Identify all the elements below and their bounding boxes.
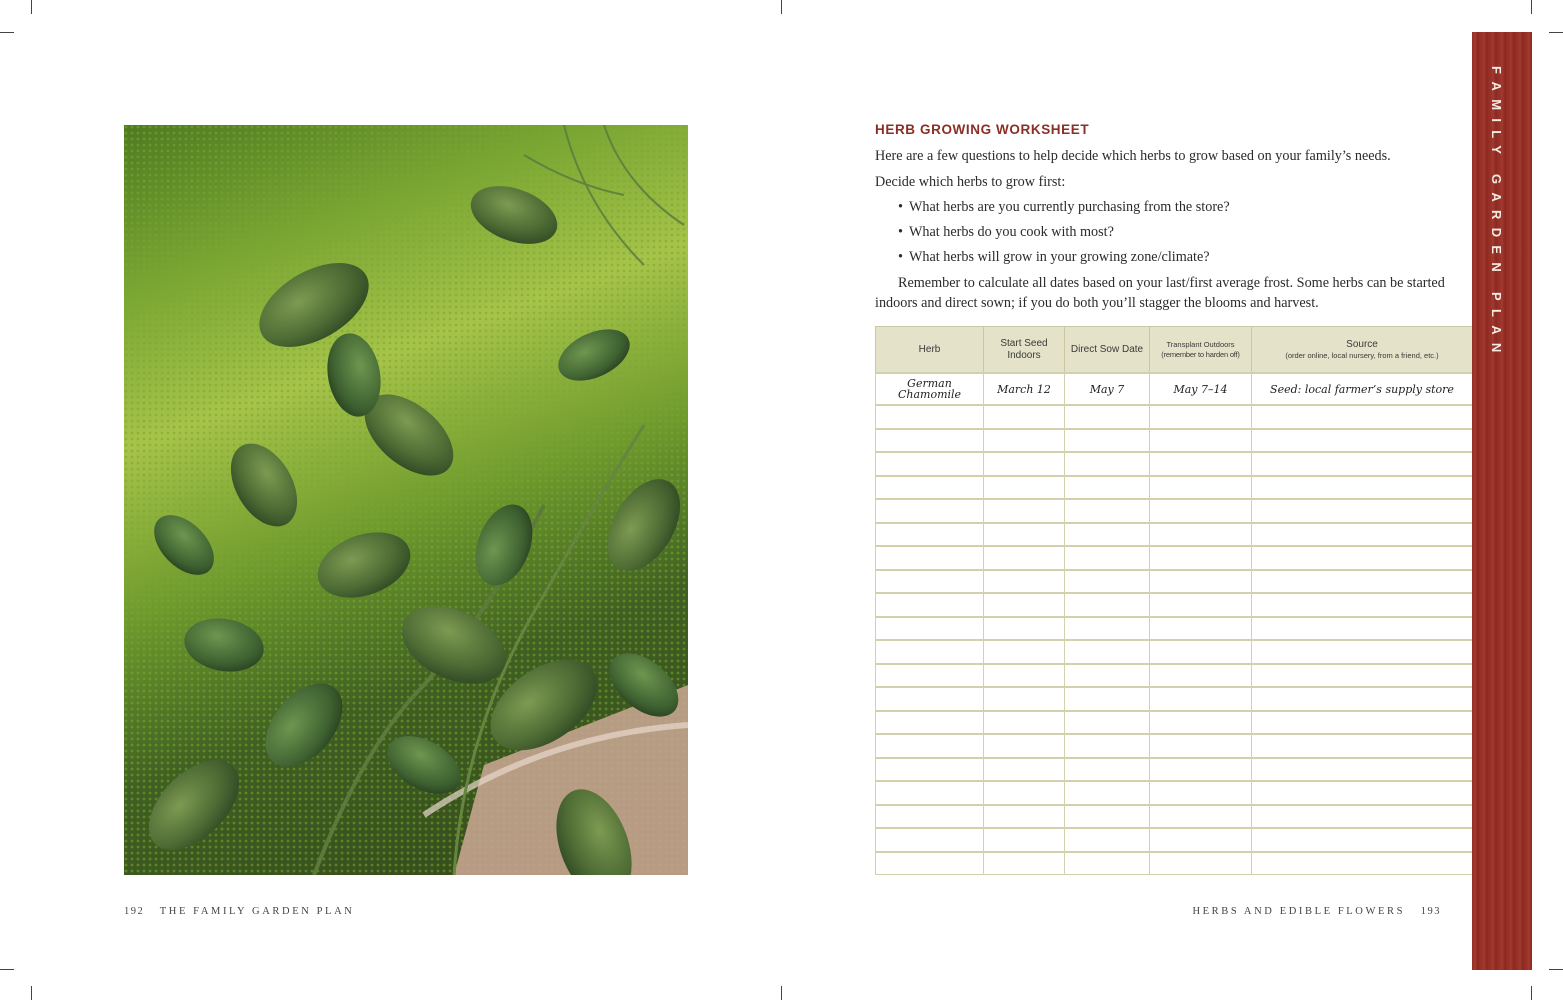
cell-herb[interactable] <box>876 805 984 829</box>
cell-source[interactable] <box>1252 570 1473 594</box>
cell-direct-sow[interactable] <box>1065 640 1150 664</box>
cell-start-seed[interactable] <box>984 758 1065 782</box>
cell-start-seed[interactable] <box>984 687 1065 711</box>
cell-start-seed[interactable] <box>984 499 1065 523</box>
cell-transplant[interactable] <box>1150 828 1252 852</box>
cell-direct-sow[interactable] <box>1065 405 1150 429</box>
cell-herb[interactable] <box>876 687 984 711</box>
cell-source[interactable] <box>1252 734 1473 758</box>
cell-start-seed[interactable] <box>984 593 1065 617</box>
cell-source[interactable] <box>1252 546 1473 570</box>
cell-source[interactable] <box>1252 781 1473 805</box>
cell-direct-sow[interactable] <box>1065 546 1150 570</box>
cell-source[interactable] <box>1252 405 1473 429</box>
cell-source[interactable] <box>1252 664 1473 688</box>
worksheet-heading: HERB GROWING WORKSHEET <box>875 122 1090 137</box>
cell-direct-sow[interactable] <box>1065 734 1150 758</box>
cell-transplant[interactable] <box>1150 405 1252 429</box>
cell-direct-sow[interactable] <box>1065 523 1150 547</box>
cell-herb[interactable] <box>876 546 984 570</box>
cell-direct-sow[interactable] <box>1065 852 1150 875</box>
cell-direct-sow[interactable]: May 7 <box>1065 373 1150 405</box>
cell-transplant[interactable] <box>1150 640 1252 664</box>
cell-start-seed[interactable] <box>984 476 1065 500</box>
table-row <box>876 405 1473 429</box>
left-page-number: 192 <box>124 906 145 917</box>
cell-herb[interactable] <box>876 405 984 429</box>
right-running-title: HERBS AND EDIBLE FLOWERS <box>1192 906 1406 917</box>
table-row <box>876 429 1473 453</box>
cell-transplant[interactable] <box>1150 687 1252 711</box>
cell-herb[interactable] <box>876 617 984 641</box>
table-row <box>876 781 1473 805</box>
cell-start-seed[interactable] <box>984 711 1065 735</box>
cell-direct-sow[interactable] <box>1065 805 1150 829</box>
crop-mark <box>31 0 32 14</box>
cell-herb[interactable] <box>876 758 984 782</box>
cell-transplant[interactable] <box>1150 734 1252 758</box>
cell-herb[interactable] <box>876 429 984 453</box>
cell-transplant[interactable] <box>1150 711 1252 735</box>
cell-transplant[interactable] <box>1150 593 1252 617</box>
cell-transplant[interactable] <box>1150 758 1252 782</box>
header-source: Source (order online, local nursery, from a friend, etc.) <box>1252 327 1473 374</box>
cell-start-seed[interactable] <box>984 852 1065 875</box>
decide-label: Decide which herbs to grow first: <box>875 174 1066 190</box>
cell-direct-sow[interactable] <box>1065 499 1150 523</box>
table-row <box>876 734 1473 758</box>
crop-mark <box>781 0 782 14</box>
table-row <box>876 476 1473 500</box>
table-row <box>876 546 1473 570</box>
table-row <box>876 617 1473 641</box>
table-row <box>876 711 1473 735</box>
crop-mark <box>31 986 32 1000</box>
table-row <box>876 805 1473 829</box>
table-row <box>876 452 1473 476</box>
right-page-number: 193 <box>1420 906 1441 917</box>
table-row <box>876 640 1473 664</box>
cell-source[interactable] <box>1252 852 1473 875</box>
cell-herb[interactable] <box>876 828 984 852</box>
table-row <box>876 499 1473 523</box>
question-item: • What herbs will grow in your growing zone/climate? <box>898 247 1230 272</box>
table-row-example <box>876 373 1473 405</box>
cell-start-seed[interactable] <box>984 452 1065 476</box>
crop-mark <box>1549 969 1563 970</box>
cell-direct-sow[interactable] <box>1065 593 1150 617</box>
cell-direct-sow[interactable] <box>1065 828 1150 852</box>
header-herb: Herb <box>876 327 984 374</box>
herb-worksheet-table <box>875 326 1473 875</box>
cell-transplant[interactable] <box>1150 852 1252 875</box>
intro-paragraph: Here are a few questions to help decide which herbs to grow based on your family’s needs. <box>875 148 1391 164</box>
cell-direct-sow[interactable] <box>1065 781 1150 805</box>
cell-transplant[interactable] <box>1150 452 1252 476</box>
cell-start-seed[interactable] <box>984 664 1065 688</box>
cell-source[interactable] <box>1252 758 1473 782</box>
cell-start-seed[interactable] <box>984 405 1065 429</box>
question-item: • What herbs do you cook with most? <box>898 222 1230 247</box>
cell-direct-sow[interactable] <box>1065 711 1150 735</box>
cell-source[interactable] <box>1252 429 1473 453</box>
cell-transplant[interactable] <box>1150 664 1252 688</box>
question-item: • What herbs are you currently purchasing from the store? <box>898 197 1230 222</box>
cell-herb[interactable] <box>876 570 984 594</box>
cell-herb[interactable] <box>876 499 984 523</box>
side-tab-label: FAMILY GARDEN PLAN <box>1489 66 1504 361</box>
cell-start-seed[interactable]: March 12 <box>984 373 1065 405</box>
crop-mark <box>0 32 14 33</box>
crop-mark <box>1531 986 1532 1000</box>
crop-mark <box>1549 32 1563 33</box>
cell-start-seed[interactable] <box>984 523 1065 547</box>
header-start-seed: Start Seed Indoors <box>984 327 1065 374</box>
cell-source[interactable] <box>1252 687 1473 711</box>
cell-herb[interactable] <box>876 523 984 547</box>
remember-paragraph: Remember to calculate all dates based on your last/first average frost. Some herbs can be started indoors and direct sown; if you do both you’ll stagger the blooms and harvest. <box>875 275 1445 311</box>
cell-direct-sow[interactable] <box>1065 664 1150 688</box>
cell-herb[interactable] <box>876 711 984 735</box>
cell-start-seed[interactable] <box>984 781 1065 805</box>
cell-direct-sow[interactable] <box>1065 758 1150 782</box>
cell-direct-sow[interactable] <box>1065 570 1150 594</box>
table-row <box>876 570 1473 594</box>
table-row <box>876 687 1473 711</box>
cell-herb[interactable] <box>876 452 984 476</box>
cell-herb[interactable]: German Chamomile <box>876 373 984 405</box>
table-row <box>876 664 1473 688</box>
cell-start-seed[interactable] <box>984 570 1065 594</box>
table-row <box>876 852 1473 875</box>
cell-source[interactable] <box>1252 523 1473 547</box>
cell-source[interactable] <box>1252 828 1473 852</box>
question-list <box>898 197 1230 272</box>
cell-source[interactable]: Seed: local farmer’s supply store <box>1252 373 1473 405</box>
table-header-row <box>876 327 1473 374</box>
cell-transplant[interactable] <box>1150 546 1252 570</box>
cell-start-seed[interactable] <box>984 805 1065 829</box>
cell-start-seed[interactable] <box>984 617 1065 641</box>
cell-direct-sow[interactable] <box>1065 429 1150 453</box>
cell-herb[interactable] <box>876 664 984 688</box>
cell-herb[interactable] <box>876 593 984 617</box>
cell-direct-sow[interactable] <box>1065 687 1150 711</box>
cell-direct-sow[interactable] <box>1065 476 1150 500</box>
table-row <box>876 828 1473 852</box>
cell-start-seed[interactable] <box>984 546 1065 570</box>
cell-herb[interactable] <box>876 476 984 500</box>
cell-transplant[interactable] <box>1150 781 1252 805</box>
left-running-title: THE FAMILY GARDEN PLAN <box>159 906 355 917</box>
table-row <box>876 593 1473 617</box>
cell-source[interactable] <box>1252 452 1473 476</box>
right-footer <box>1192 906 1441 917</box>
crop-mark <box>1531 0 1532 14</box>
oregano-plant-photo <box>124 125 688 875</box>
cell-herb[interactable] <box>876 640 984 664</box>
cell-herb[interactable] <box>876 852 984 875</box>
cell-source[interactable] <box>1252 617 1473 641</box>
cell-transplant[interactable]: May 7–14 <box>1150 373 1252 405</box>
cell-source[interactable] <box>1252 499 1473 523</box>
crop-mark <box>781 986 782 1000</box>
cell-source[interactable] <box>1252 711 1473 735</box>
cell-herb[interactable] <box>876 781 984 805</box>
table-row <box>876 523 1473 547</box>
cell-direct-sow[interactable] <box>1065 452 1150 476</box>
cell-transplant[interactable] <box>1150 429 1252 453</box>
cell-source[interactable] <box>1252 805 1473 829</box>
cell-source[interactable] <box>1252 476 1473 500</box>
cell-transplant[interactable] <box>1150 476 1252 500</box>
cell-herb[interactable] <box>876 734 984 758</box>
cell-start-seed[interactable] <box>984 828 1065 852</box>
table-row <box>876 758 1473 782</box>
cell-transplant[interactable] <box>1150 523 1252 547</box>
header-direct-sow: Direct Sow Date <box>1065 327 1150 374</box>
cell-transplant[interactable] <box>1150 570 1252 594</box>
cell-transplant[interactable] <box>1150 499 1252 523</box>
crop-mark <box>0 969 14 970</box>
cell-direct-sow[interactable] <box>1065 617 1150 641</box>
cell-source[interactable] <box>1252 640 1473 664</box>
cell-start-seed[interactable] <box>984 734 1065 758</box>
header-transplant: Transplant Outdoors (remember to harden off) <box>1150 327 1252 374</box>
cell-transplant[interactable] <box>1150 805 1252 829</box>
left-footer <box>124 906 354 917</box>
cell-transplant[interactable] <box>1150 617 1252 641</box>
cell-start-seed[interactable] <box>984 640 1065 664</box>
cell-source[interactable] <box>1252 593 1473 617</box>
cell-start-seed[interactable] <box>984 429 1065 453</box>
